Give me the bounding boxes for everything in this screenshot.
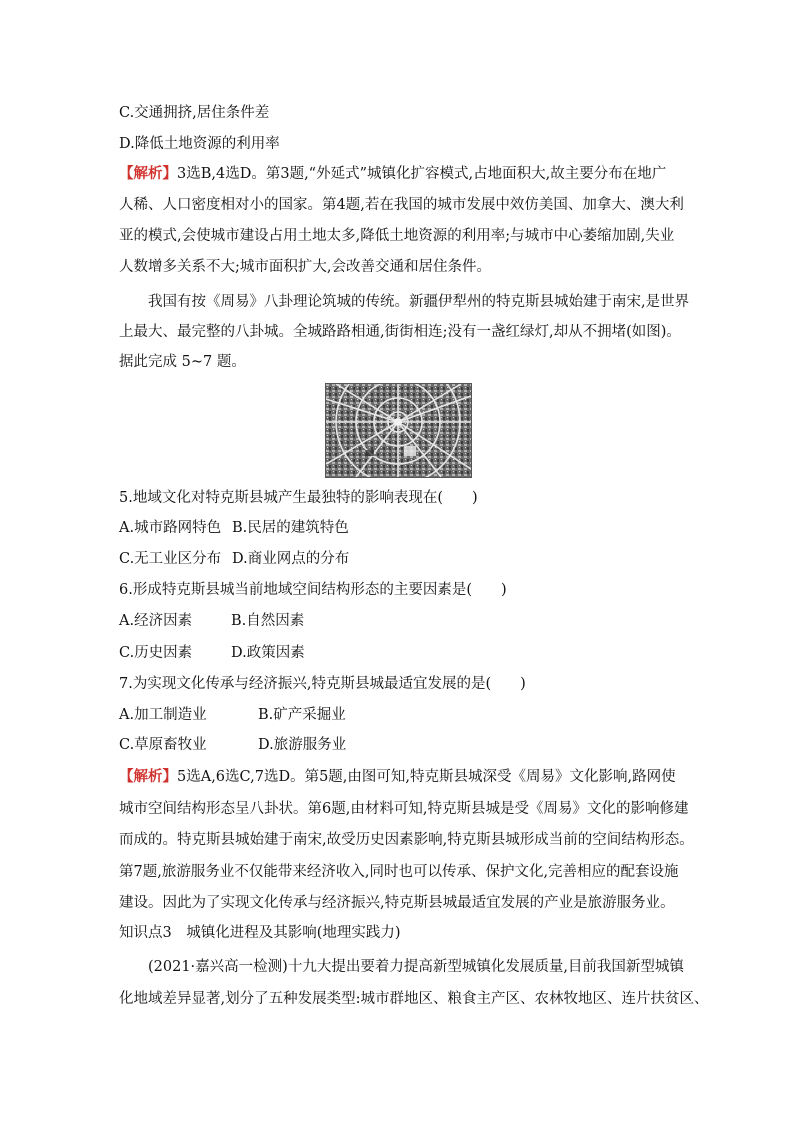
analysis-line: 亚的模式,会使城市建设占用土地太多,降低土地资源的利用率;与城市中心萎缩加剧,失业 [119,228,675,244]
analysis-text: 5选A,6选C,7选D。第5题,由图可知,特克斯县城深受《周易》文化影响,路网使 [177,769,676,785]
analysis-text: 3选B,4选D。第3题,“外延式”城镇化扩容模式,占地面积大,故主要分布在地广 [177,166,667,182]
analysis-line: 人数增多关系不大;城市面积扩大,会改善交通和居住条件。 [119,259,491,275]
analysis-line: 建设。因此为了实现文化传承与经济振兴,特克斯县城最适宜发展的产业是旅游服务业。 [119,895,675,911]
option-c: C.草原畜牧业 [119,737,207,753]
option-c-prev: C.交通拥挤,居住条件差 [119,105,270,121]
option-a: A.经济因素 [119,613,193,629]
passage-line: 据此完成 5~7 题。 [119,354,246,370]
analysis-tag: 【解析】 [119,165,177,182]
question-5-options-row2 [119,549,349,569]
passage-line: (2021·嘉兴高一检测)十九大提出要着力提高新型城镇化发展质量,目前我国新型城镇 [148,959,684,975]
passage-line: 化地域差异显著,划分了五种发展类型:城市群地区、粮食主产区、农林牧地区、连片扶贫区、 [119,991,709,1007]
analysis-2 [119,767,676,787]
option-a: A.城市路网特色 [119,520,222,536]
option-a: A.加工制造业 [119,707,207,723]
analysis-line: 而成的。特克斯县城始建于南宋,故受历史因素影响,特克斯县城形成当前的空间结构形态。 [119,832,694,848]
analysis-tag: 【解析】 [119,768,177,785]
question-5-options-row1 [119,518,349,538]
analysis-line: 城市空间结构形态呈八卦状。第6题,由材料可知,特克斯县城是受《周易》文化的影响修建 [119,801,689,817]
question-7-options-row2 [119,735,346,755]
option-c: C.历史因素 [119,645,193,661]
knowledge-point-heading: 知识点3 城镇化进程及其影响(地理实践力) [119,925,401,941]
passage-line: 我国有按《周易》八卦理论筑城的传统。新疆伊犁州的特克斯县城始建于南宋,是世界 [148,294,690,310]
question-6-options-row2 [119,643,305,663]
question-7-options-row1 [119,705,346,725]
question-6: 6.形成特克斯县城当前地域空间结构形态的主要因素是( ) [119,582,507,598]
bagua-city-aerial-image [325,383,472,478]
option-c: C.无工业区分布 [119,551,222,567]
question-5: 5.地域文化对特克斯县城产生最独特的影响表现在( ) [119,490,478,506]
option-d: D.旅游服务业 [258,737,347,753]
question-7: 7.为实现文化传承与经济振兴,特克斯县城最适宜发展的是( ) [119,676,526,692]
option-d: D.商业网点的分布 [232,551,350,567]
option-b: B.矿产采掘业 [258,707,346,723]
analysis-line: 人稀、人口密度相对小的国家。第4题,若在我国的城市发展中效仿美国、加拿大、澳大利 [119,197,684,213]
passage-line: 上最大、最完整的八卦城。全城路路相通,街街相连;没有一盏红绿灯,却从不拥堵(如图)。 [119,324,681,340]
question-6-options-row1 [119,611,304,631]
option-d-prev: D.降低土地资源的利用率 [119,136,280,152]
option-d: D.政策因素 [231,645,305,661]
option-b: B.自然因素 [231,613,305,629]
analysis-line: 第7题,旅游服务业不仅能带来经济收入,同时也可以传承、保护文化,完善相应的配套设施 [119,864,679,880]
analysis-1 [119,164,666,184]
option-b: B.民居的建筑特色 [232,520,349,536]
